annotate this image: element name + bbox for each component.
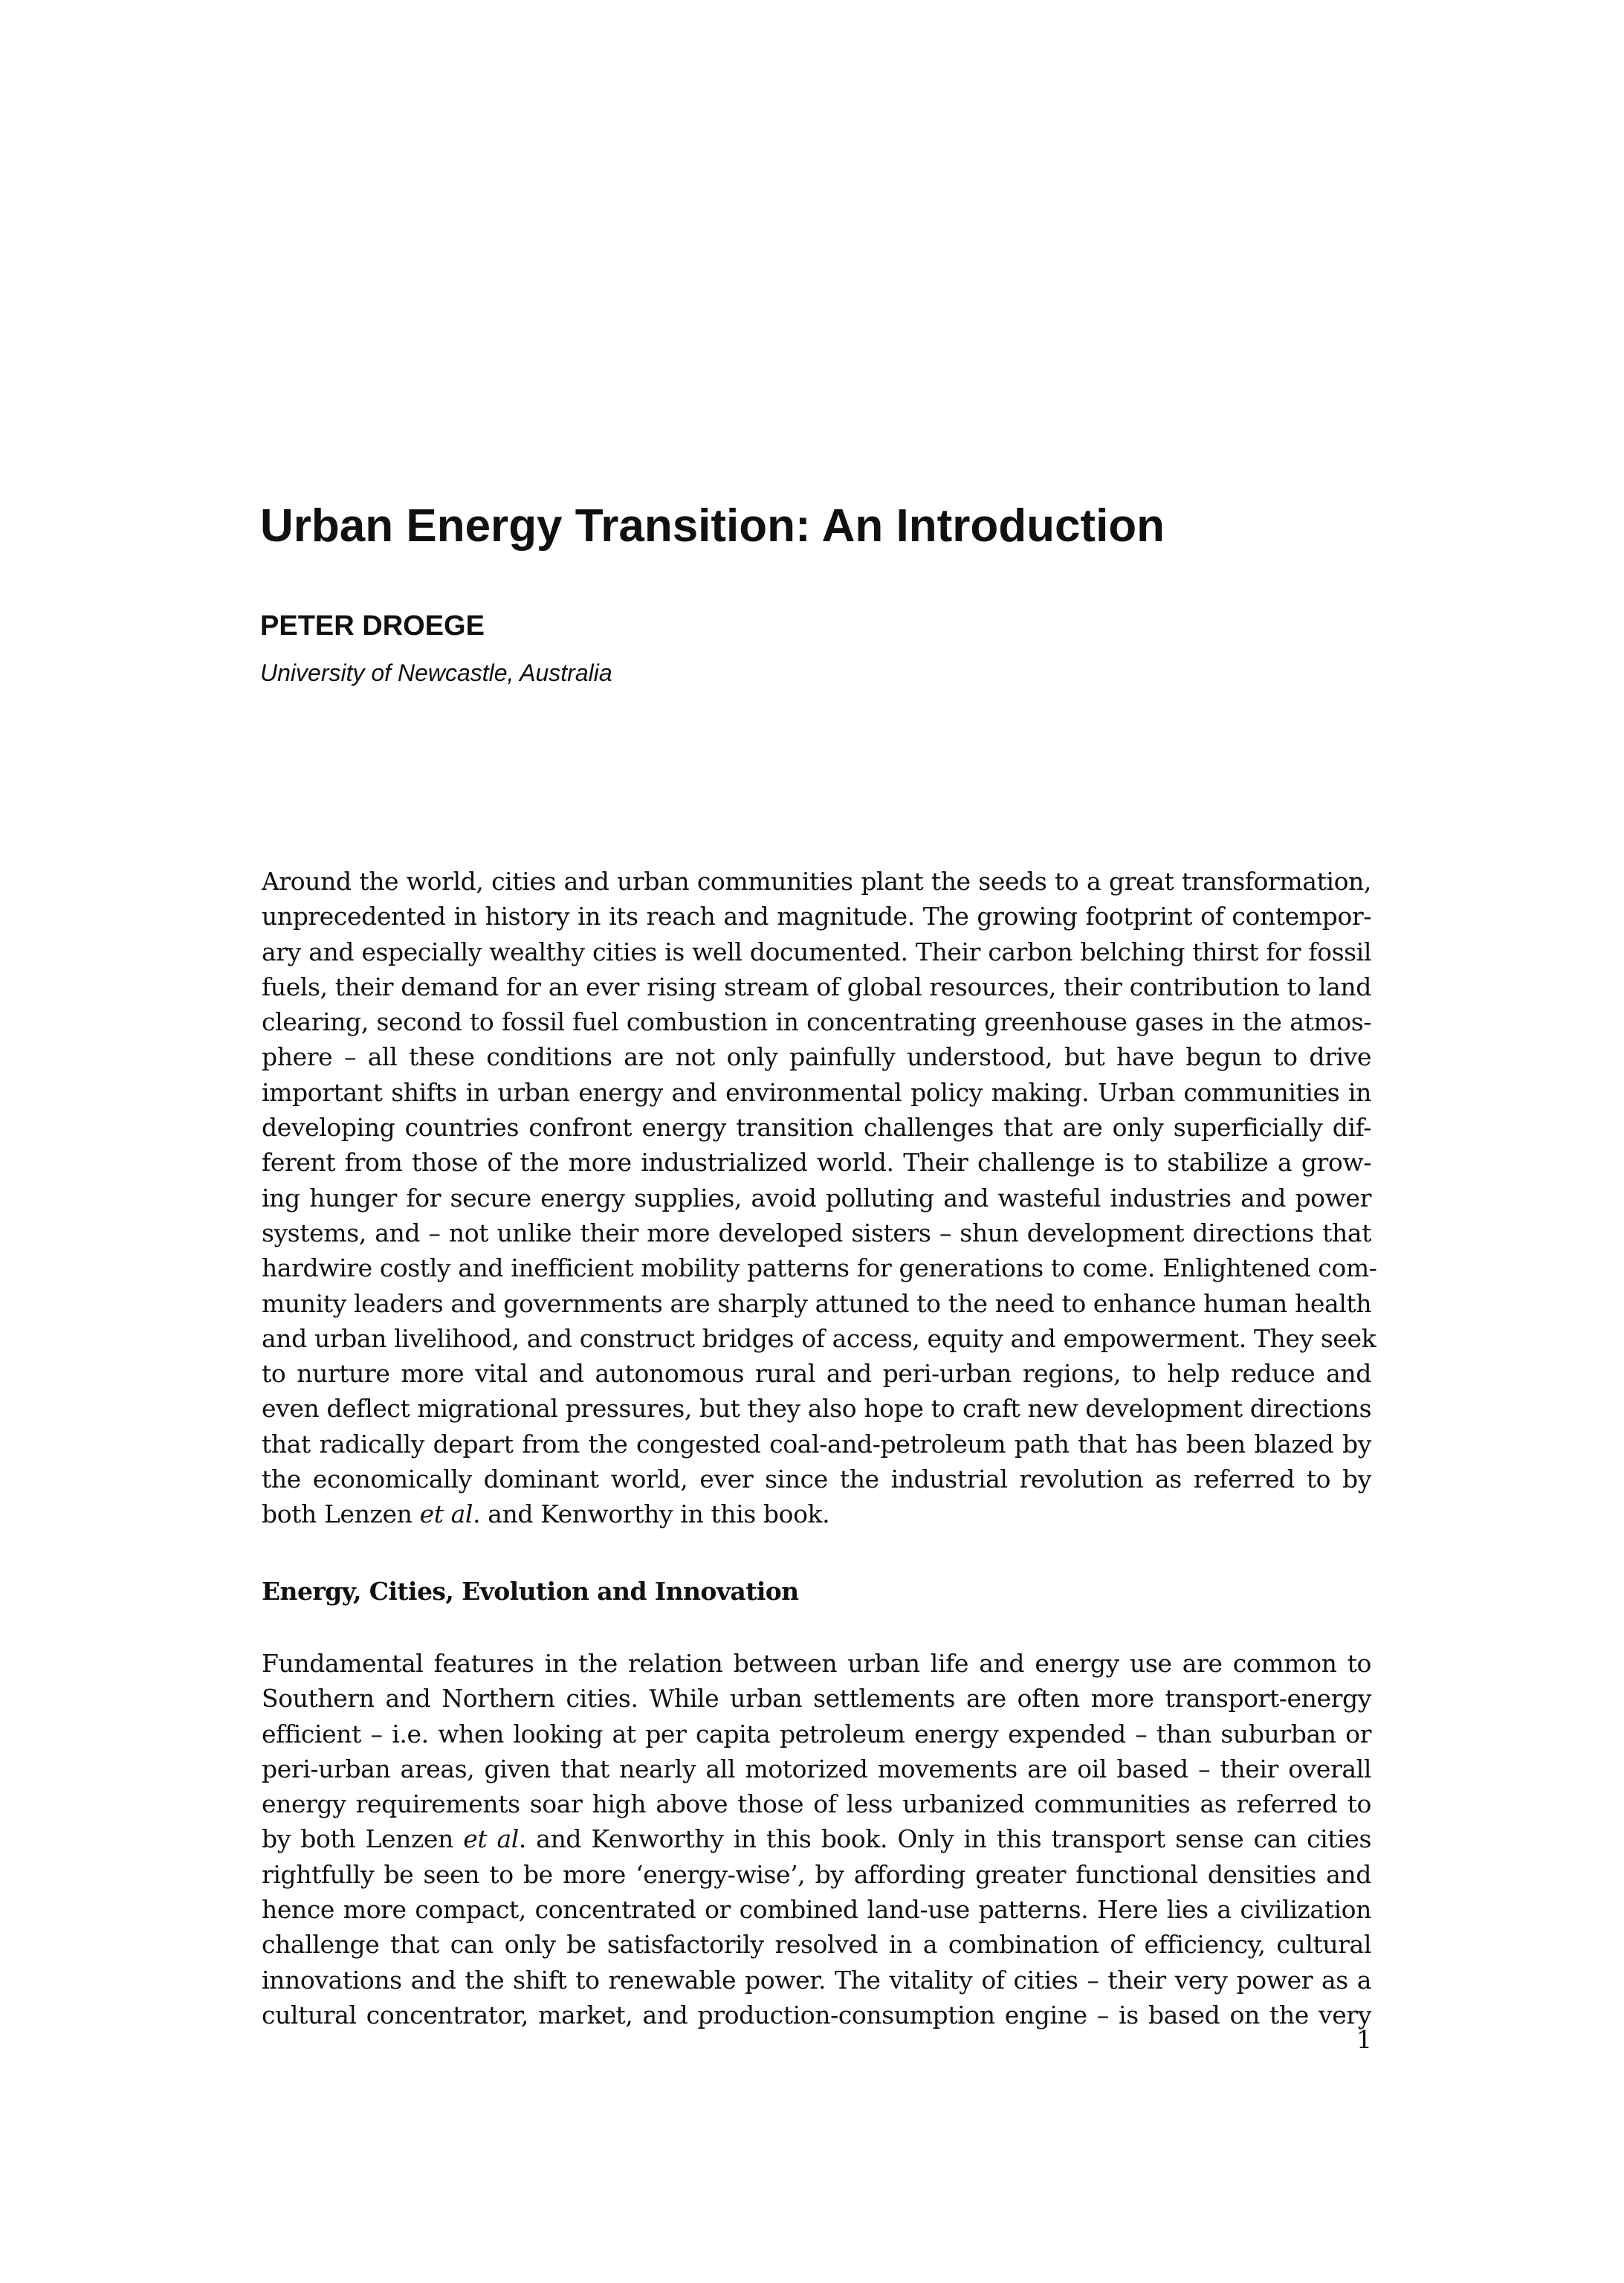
text-line: to nurture more vital and autonomous rural and peri-urban regions, to help reduce and <box>262 1359 1371 1389</box>
chapter-title: Urban Energy Transition: An Introduction <box>260 500 1165 552</box>
text-line: ing hunger for secure energy supplies, avoid polluting and wasteful industries and power <box>262 1183 1371 1212</box>
text-line: innovations and the shift to renewable power. The vitality of cities – their very power as a <box>262 1965 1371 1995</box>
text-line: phere – all these conditions are not only painfully understood, but have begun to drive <box>262 1042 1371 1072</box>
section-heading: Energy, Cities, Evolution and Innovation <box>262 1577 799 1606</box>
text-line: developing countries confront energy transition challenges that are only superficially dif- <box>262 1113 1371 1143</box>
text-run: . and Kenworthy in this book. <box>473 1499 830 1529</box>
text-line: rightfully be seen to be more ‘energy-wise’, by affording greater functional densities and <box>262 1859 1371 1889</box>
text-line: ferent from those of the more industrialized world. Their challenge is to stabilize a grow- <box>262 1148 1371 1178</box>
text-line: systems, and – not unlike their more developed sisters – shun development directions that <box>262 1218 1371 1247</box>
text-line: important shifts in urban energy and environmental policy making. Urban communities in <box>262 1077 1371 1107</box>
intro-paragraph <box>262 864 1377 1532</box>
text-line: the economically dominant world, ever since the industrial revolution as referred to by <box>262 1465 1371 1494</box>
text-run: . and Kenworthy in this book. Only in this transport sense can cities <box>518 1824 1371 1854</box>
text-line: even deflect migrational pressures, but they also hope to craft new development directions <box>262 1394 1372 1424</box>
text-line: that radically depart from the congested coal-and-petroleum path that has been blazed by <box>262 1429 1371 1459</box>
text-line: unprecedented in history in its reach and magnitude. The growing footprint of contempor- <box>262 902 1371 931</box>
page-number: 1 <box>1356 2025 1372 2054</box>
text-line: cultural concentrator, market, and production-consumption engine – is based on the very <box>262 2000 1371 2029</box>
text-line: Fundamental features in the relation between urban life and energy use are common to <box>262 1649 1371 1678</box>
text-line: Around the world, cities and urban communities plant the seeds to a great transformation, <box>262 867 1371 896</box>
text-line: clearing, second to fossil fuel combustion in concentrating greenhouse gases in the atmos- <box>262 1007 1371 1037</box>
italic-citation: et al <box>419 1499 473 1529</box>
text-line: Southern and Northern cities. While urban settlements are often more transport-energy <box>262 1684 1371 1714</box>
text-line-last <box>262 1496 1371 1531</box>
text-line: fuels, their demand for an ever rising stream of global resources, their contribution to land <box>262 972 1371 1001</box>
italic-citation: et al <box>463 1824 519 1854</box>
text-line: efficient – i.e. when looking at per capita petroleum energy expended – than suburban or <box>262 1719 1371 1748</box>
text-line-with-citation <box>262 1821 1371 1856</box>
text-line: hence more compact, concentrated or combined land-use patterns. Here lies a civilization <box>262 1895 1371 1925</box>
text-line: and urban livelihood, and construct bridges of access, equity and empowerment. They seek <box>262 1323 1376 1353</box>
text-line: ary and especially wealthy cities is well documented. Their carbon belching thirst for fossil <box>262 937 1371 966</box>
author-name: PETER DROEGE <box>260 610 485 642</box>
text-run: by both Lenzen <box>262 1824 464 1854</box>
text-run: both Lenzen <box>262 1499 420 1529</box>
text-line: munity leaders and governments are sharply attuned to the need to enhance human health <box>262 1288 1372 1318</box>
section-paragraph <box>262 1646 1371 2032</box>
text-line: energy requirements soar high above those of less urbanized communities as referred to <box>262 1789 1371 1819</box>
text-line: peri-urban areas, given that nearly all motorized movements are oil based – their overall <box>262 1754 1371 1783</box>
author-affiliation: University of Newcastle, Australia <box>260 659 612 686</box>
text-line: challenge that can only be satisfactorily resolved in a combination of efficiency, cultural <box>262 1930 1371 1960</box>
text-line: hardwire costly and inefficient mobility patterns for generations to come. Enlightened com- <box>262 1253 1377 1283</box>
